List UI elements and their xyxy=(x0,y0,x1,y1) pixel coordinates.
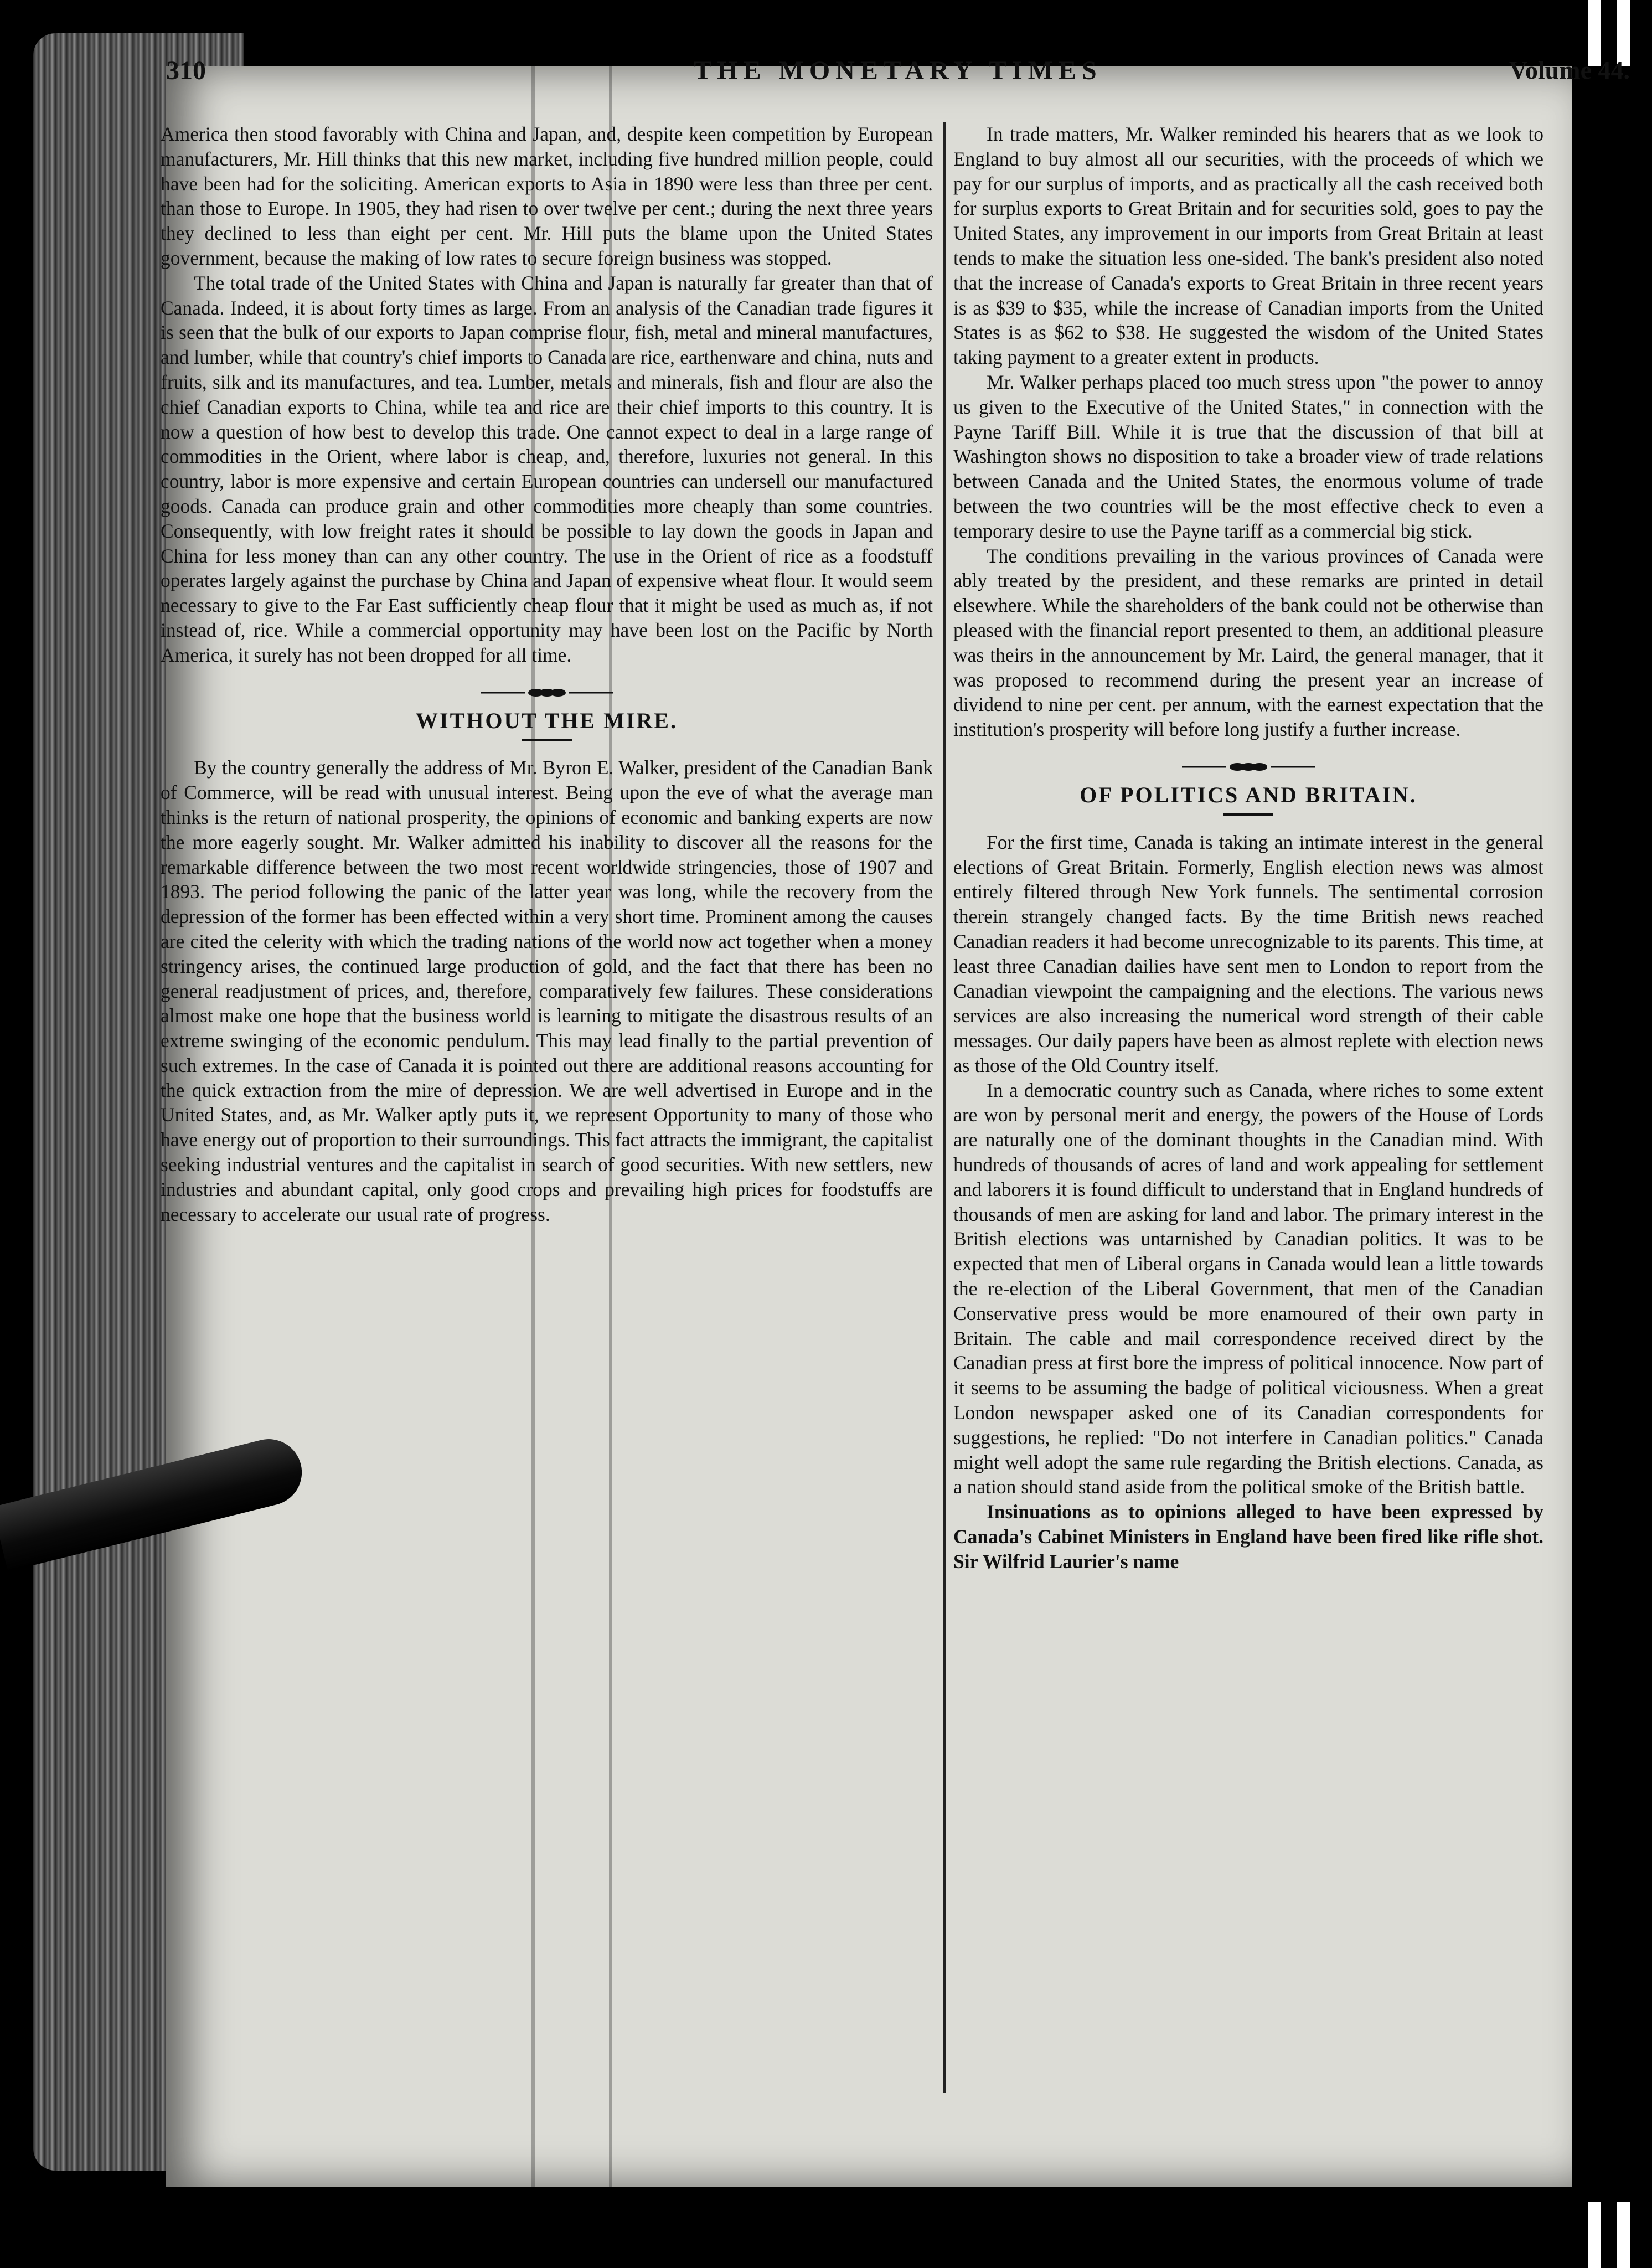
film-mark xyxy=(1588,2202,1601,2268)
right-paragraph-1: In trade matters, Mr. Walker reminded his hearers that as we look to England to buy almost all our securities, with the proceeds of which we pay for our surplus of imports, and as practically all the cash received both for surplus exports to Great Britain and for securities sold, goes to pay the United States, any improvement in our imports from Great Britain at least tends to make the situation less one-sided. The bank's president also noted that the increase of Canada's exports to Great Britain in three recent years is as $39 to $35, while the increase of Canadian imports from the United States is as $62 to $38. He suggested the wisdom of the United States taking payment to a greater extent in products. xyxy=(953,123,1543,369)
left-paragraph-3: By the country generally the address of Mr. Byron E. Walker, president of the Canadian Bank of Commerce, will be read with unusual interest. Being upon the eve of what the average man thinks is the return of national prosperity, the opinions of economic and banking experts are now the more eagerly sought. Mr. Walker admitted his inability to discover all the reasons for the remarkable difference between the two most recent worldwide stringencies, those of 1907 and 1893. The period following the panic of the latter year was long, while the recovery from the depression of the former has been effected within a very short time. Prominent among the causes are cited the celerity with which the trading nations of the world now act together when a money stringency arises, the continued large production of gold, and the fact that there has been no general readjustment of prices, and, therefore, comparatively few failures. These considerations almost make one hope that the business world is learning to mitigate the disastrous results of an extreme swinging of the economic pendulum. This may lead finally to the partial prevention of such extremes. In the case of Canada it is pointed out there are additional reasons accounting for the quick extraction from the mire of depression. We are well advertised in Europe and in the United States, and, as Mr. Walker aptly puts it, we represent Opportunity to many of those who have energy out of proportion to their surroundings. This fact attracts the immigrant, the capitalist seeking industrial ventures and the capitalist in search of good securities. With new settlers, new industries and abundant capital, only good crops and prevailing high prices for foodstuffs are necessary to accelerate our usual rate of progress. xyxy=(161,756,933,1225)
right-paragraph-6: Insinuations as to opinions alleged to have been expressed by Canada's Cabinet Ministers in England have been fired like rifle shot. Sir Wilfrid Laurier's name xyxy=(953,1501,1543,1573)
heading-rule xyxy=(1223,813,1273,816)
left-paragraph-1: America then stood favorably with China and Japan, and, despite keen competition by European manufacturers, Mr. Hill thinks that this new market, including five hundred million people, could have been had for the soliciting. American exports to Asia in 1890 were less than three per cent. than those to Europe. In 1905, they had risen to over twelve per cent.; during the next three years they declined to less than eight per cent. Mr. Hill puts the blame upon the United States government, because the making of low rates to secure foreign business was stopped. xyxy=(161,123,933,269)
column-rule xyxy=(943,122,946,2093)
heading-rule xyxy=(522,739,572,741)
right-paragraph-4: For the first time, Canada is taking an intimate interest in the general elections of Great Britain. Formerly, English election news was almost entirely filtered through New York funnels. The sentimental corrosion therein strangely changed facts. By the time British news reached Canadian readers it had become unrecognizable to its parents. This time, at least three Canadian dailies have sent men to London to report from the Canadian viewpoint the campaigning and the elections. The various news services are also increasing the numerical word strength of their cable messages. Our daily papers have been as almost replete with election news as those of the Old Country itself. xyxy=(953,831,1543,1076)
publication-title: THE MONETARY TIMES xyxy=(694,56,1102,85)
ornament-divider xyxy=(161,679,933,703)
left-column xyxy=(161,122,933,1226)
section-heading: WITHOUT THE MIRE. xyxy=(416,708,678,733)
right-column xyxy=(953,122,1543,1574)
left-paragraph-2: The total trade of the United States with China and Japan is naturally far greater than that of Canada. Indeed, it is about forty times as large. From an analysis of the Canadian trade figures it is seen that the bulk of our exports to Japan comprise flour, fish, metal and mineral manufactures, and lumber, while that country's chief imports to Canada are rice, earthenware and china, nuts and fruits, silk and its manufactures, and tea. Lumber, metals and minerals, fish and flour are also the chief Canadian exports to China, while tea and rice are their chief imports to this country. It is now a question of how best to develop this trade. One cannot expect to deal in a large range of commodities in the Orient, where labor is cheap, and, therefore, luxuries not general. In this country, labor is more expensive and certain European countries can undersell our manufactured goods. Canada can produce grain and other commodities more cheaply than some countries. Consequently, with low freight rates it should be possible to lay down the goods in Japan and China for less money than can any other country. The use in the Orient of rice as a foodstuff operates largely against the purchase by China and Japan of expensive wheat flour. It would seem necessary to give to the Far East sufficiently cheap flour that it might be used as much as, if not instead of, rice. While a commercial opportunity may have been lost on the Pacific by North America, it surely has not been dropped for all time. xyxy=(161,271,933,666)
right-paragraph-2: Mr. Walker perhaps placed too much stress upon "the power to annoy us given to the Executive of the United States," in connection with the Payne Tariff Bill. While it is true that the discussion of that bill at Washington shows no disposition to take a broader view of trade relations between Canada and the United States, the enormous volume of trade between the two countries will be the most effective check to even a temporary desire to use the Payne tariff as a commercial big stick. xyxy=(953,370,1543,542)
right-paragraph-5: In a democratic country such as Canada, where riches to some extent are won by personal merit and energy, the powers of the House of Lords are naturally one of the dominant thoughts in the Canadian mind. With hundreds of thousands of acres of land and work appealing for settlement and laborers it is found difficult to understand that in England hundreds of thousands of men are asking for land and labor. The primary interest in the British elections was untarnished by Canadian politics. It was to be expected that men of Liberal organs in Canada would lean a little towards the re-election of the Liberal Government, that men of the Canadian Conservative press would be more enamoured of their own party in Britain. The cable and mail correspondence received direct by the Canadian press at first bore the impress of political innocence. Now part of it seems to be assuming the badge of political viciousness. When a great London newspaper asked one of its Canadian correspondents for suggestions, he replied: "Do not interfere in Canadian politics." Canada might well adopt the same rule regarding the British elections. Canada, as a nation should stand aside from the political smoke of the British battle. xyxy=(953,1079,1543,1498)
film-mark xyxy=(1617,2202,1630,2268)
volume-label: Volume 44. xyxy=(1509,56,1630,84)
page-header xyxy=(166,55,1630,94)
page-number: 310 xyxy=(166,56,206,85)
ornament-divider xyxy=(953,753,1543,777)
section-heading: OF POLITICS AND BRITAIN. xyxy=(1080,782,1417,807)
right-paragraph-3: The conditions prevailing in the various provinces of Canada were ably treated by the president, and these remarks are printed in detail elsewhere. While the shareholders of the bank could not be otherwise than pleased with the financial report presented to them, an additional pleasure was theirs in the announcement by Mr. Laird, the general manager, that it was proposed to recommend during the present year an increase of dividend to nine per cent. per annum, with the earnest expectation that the institution's prosperity will before long justify a further increase. xyxy=(953,544,1543,741)
